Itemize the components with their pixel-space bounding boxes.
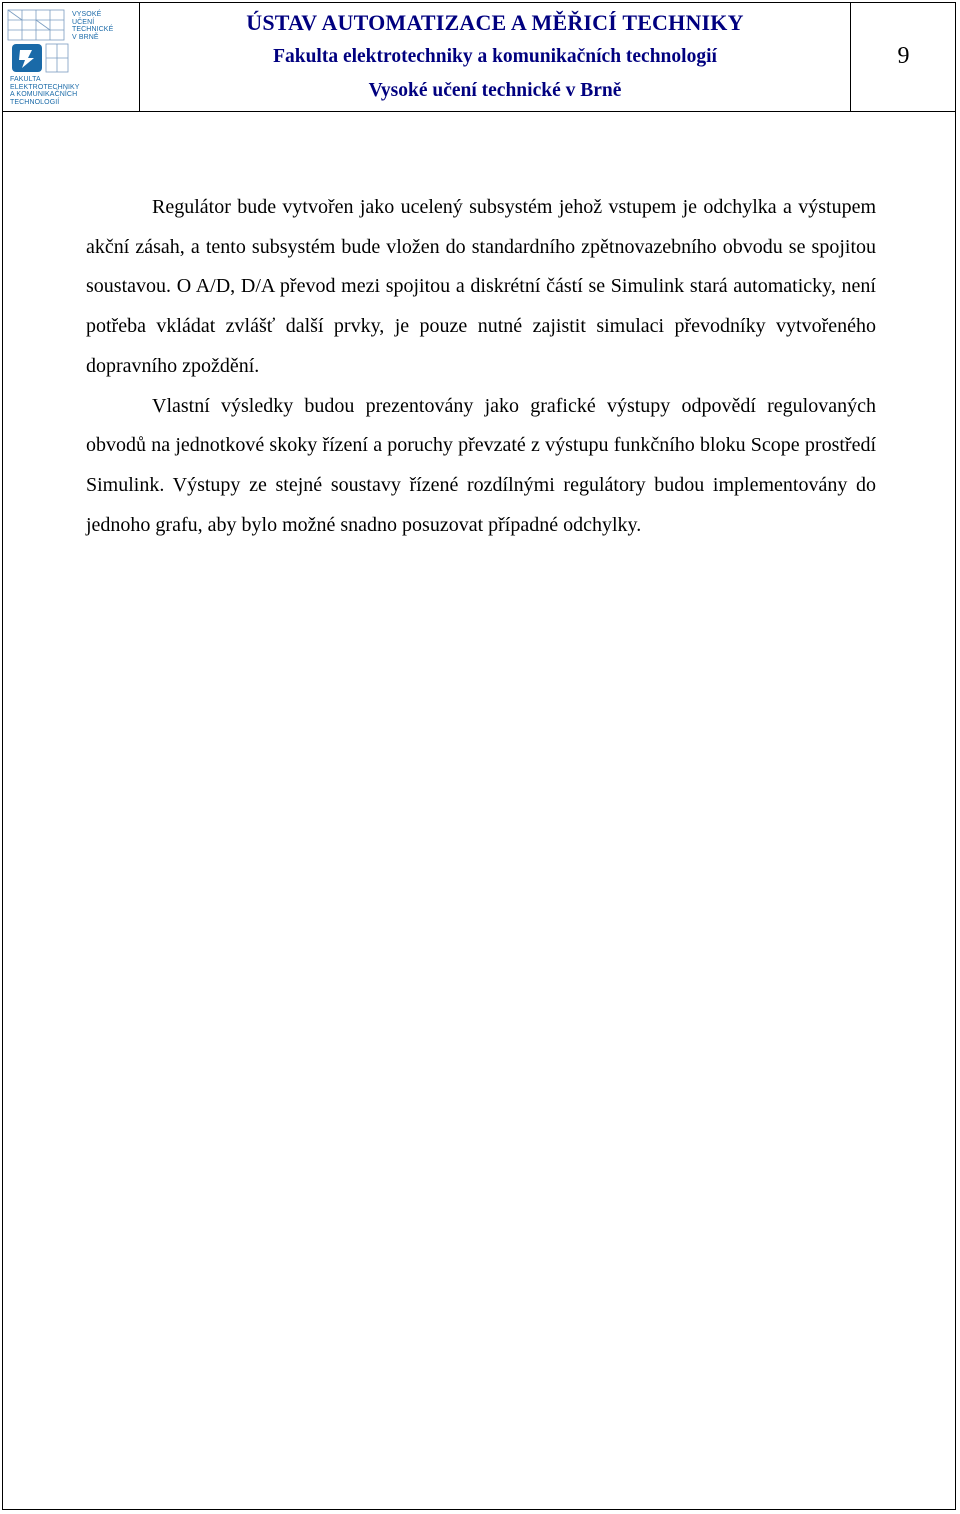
university-logo — [2, 2, 140, 111]
paragraph: Vlastní výsledky budou prezentovány jako grafické výstupy odpovědí regulovaných obvodů na jednotkové skoky řízení a poruchy převzaté z výstupu funkčního bloku Scope prostředí Simulink. Výstupy ze stejné soustavy řízené rozdílnými regulátory budou implementovány do jednoho grafu, aby bylo možné snadno posuzovat případné odchylky. — [86, 394, 876, 536]
logo-text-line: V BRNĚ — [72, 33, 99, 41]
page-header — [2, 2, 956, 112]
logo-faculty-text — [10, 76, 80, 106]
faculty-name: Fakulta elektrotechniky a komunikačních technologií — [273, 45, 717, 67]
paragraph: Regulátor bude vytvořen jako ucelený subsystém jehož vstupem je odchylka a výstupem akční zásah, a tento subsystém bude vložen do standardního zpětnovazebního obvodu se spojitou soustavou. O A/D, D/A převod mezi spojitou a diskrétní částí se Simulink stará automaticky, není potřeba vkládat zvlášť další prvky, je pouze nutné zajistit simulaci převodníky vytvořeného dopravního zpoždění. — [86, 196, 876, 377]
logo-text-line: TECHNICKÉ — [72, 26, 114, 33]
header-title-block — [140, 2, 850, 111]
logo-text-line: VYSOKÉ — [72, 11, 102, 18]
logo-text-line: FAKULTA — [10, 76, 41, 83]
logo-text-line: UČENÍ — [72, 18, 95, 26]
body-text — [86, 188, 876, 545]
page-number: 9 — [850, 2, 956, 111]
logo-university-text — [72, 11, 113, 41]
university-name: Vysoké učení technické v Brně — [368, 79, 622, 101]
logo-text-line: ELEKTROTECHNIKY — [10, 83, 80, 91]
logo-text-line: A KOMUNIKAČNÍCH — [10, 91, 78, 98]
institute-name: ÚSTAV AUTOMATIZACE A MĚŘICÍ TECHNIKY — [246, 9, 744, 35]
logo-text-line: TECHNOLOGIÍ — [10, 98, 60, 106]
